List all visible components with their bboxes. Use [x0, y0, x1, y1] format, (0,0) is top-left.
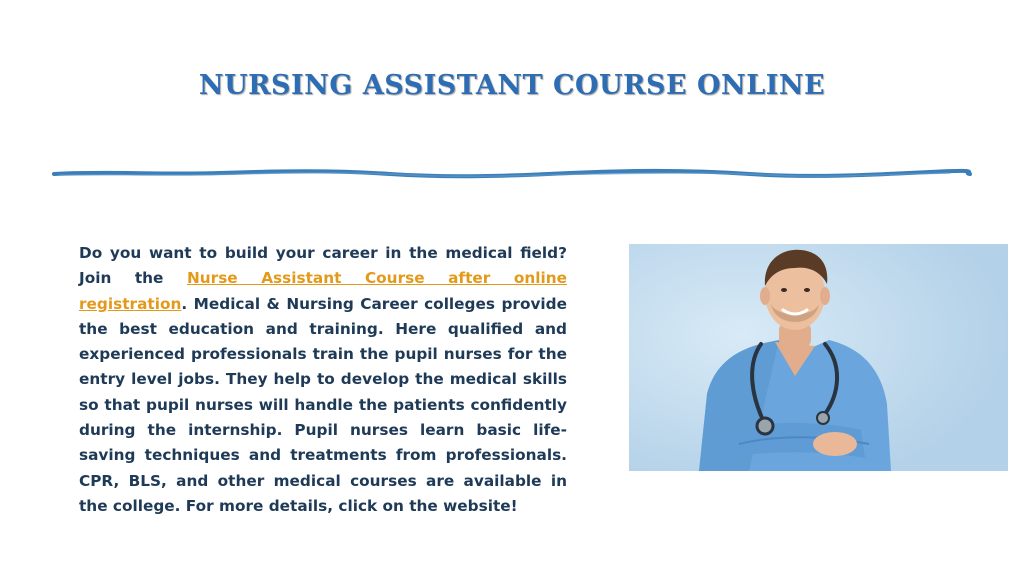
wavy-divider — [50, 162, 974, 186]
paragraph-intro: Do you want to build your career in the medical field? Join the — [79, 244, 567, 288]
description-paragraph — [79, 241, 567, 519]
paragraph-rest: . Medical & Nursing Career colleges provide the best education and training. Here qualified and experienced professionals train the pupil nurses for the entry level jobs. They help to develop the medical skills so that pupil nurses will handle the patients confidently during the internship. Pupil nurses learn basic life-saving techniques and treatments from professionals. CPR, BLS, and other medical courses are available in the college. For more details, click on the website! — [79, 294, 567, 515]
course-registration-link[interactable]: Nurse Assistant Course after online registration — [79, 269, 567, 313]
nurse-photo — [629, 244, 1008, 471]
nurse-illustration — [629, 244, 1008, 471]
page-title: NURSING ASSISTANT COURSE ONLINE — [198, 70, 826, 101]
